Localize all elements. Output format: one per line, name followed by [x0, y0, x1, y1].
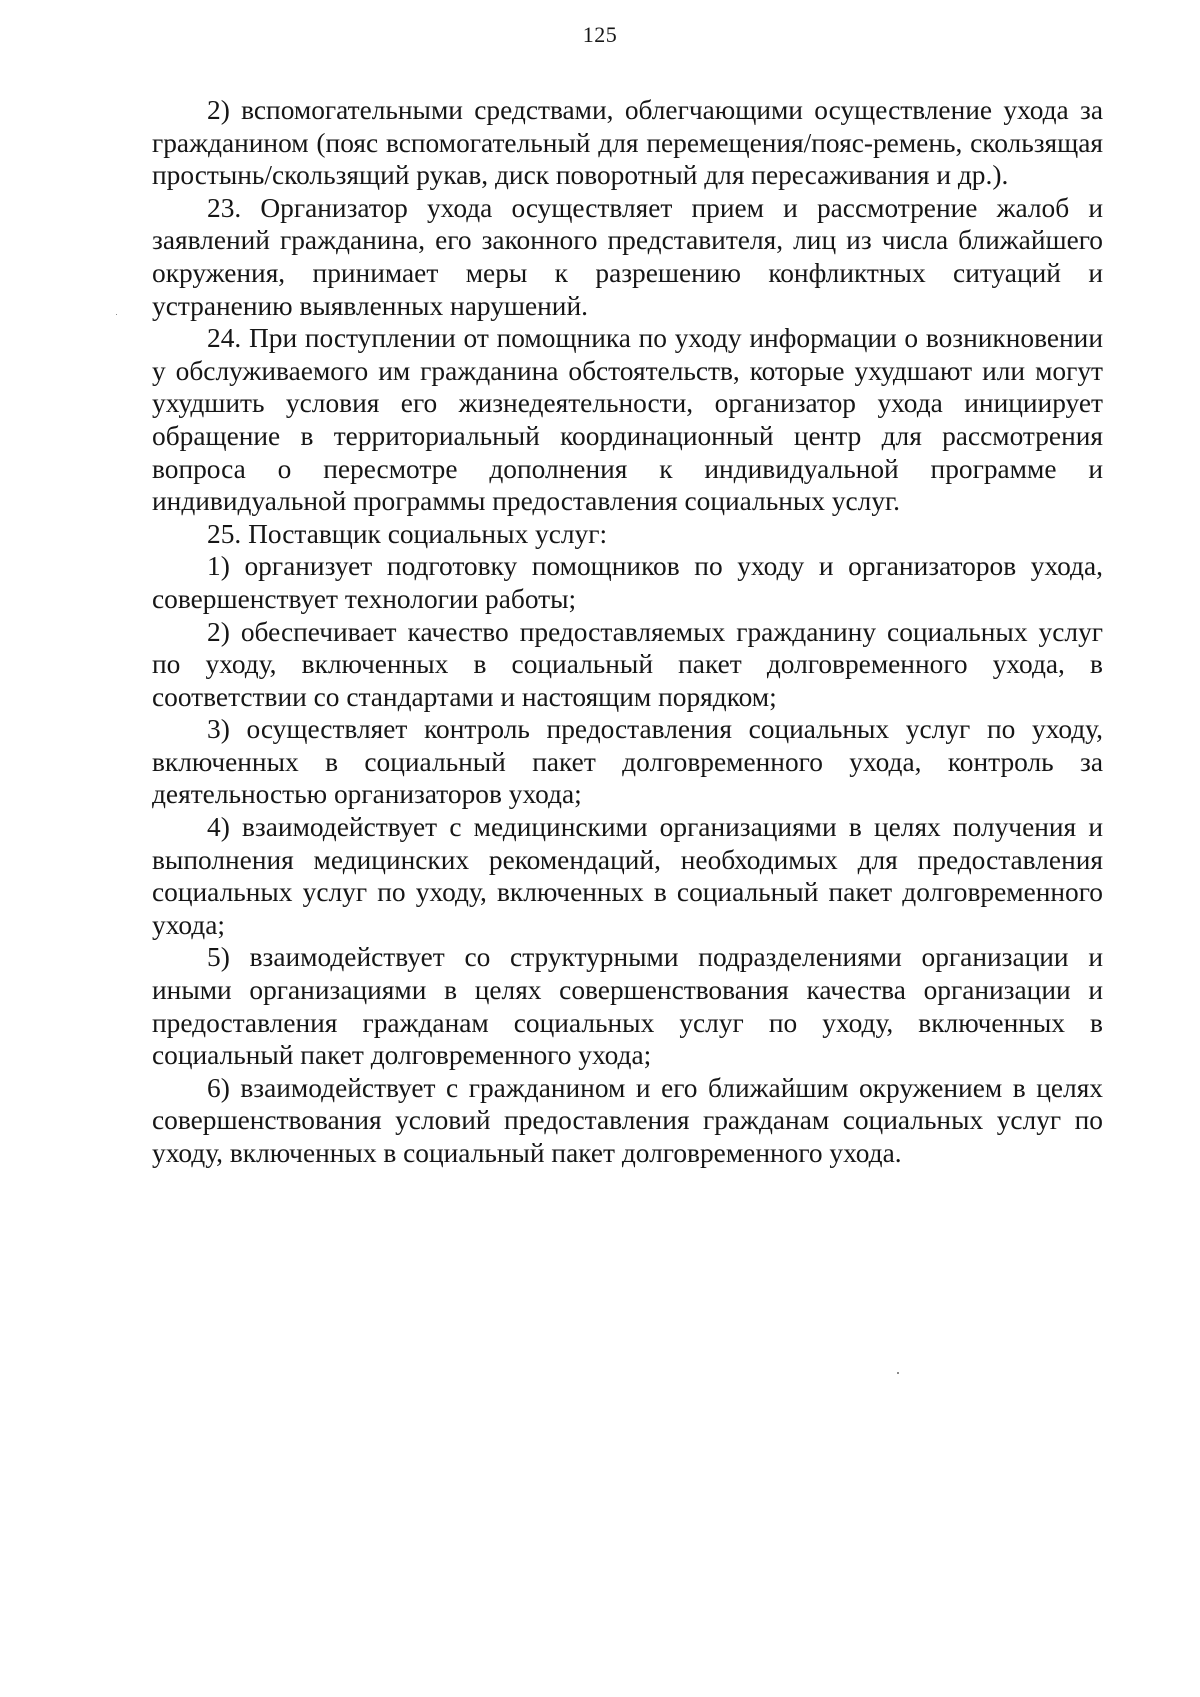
paragraph-25-item-4: 4) взаимодействует с медицинскими организациями в целях получения и выполнения медицинских рекомендаций, необходимых для предоставления социальных услуг по уходу, включенных в социальный пакет долговременного ухода;: [152, 812, 1103, 940]
paragraph-25-heading: 25. Поставщик социальных услуг:: [207, 518, 608, 549]
page-number: 125: [582, 22, 618, 47]
paragraph-25-item-5: 5) взаимодействует со структурными подразделениями организации и иными организациями в целях совершенствования качества организации и предоставления гражданам социальных услуг по уходу, включенных в социальный пакет долговременного ухода;: [152, 942, 1103, 1071]
document-body: [152, 94, 1103, 1170]
paragraph-23: 23. Организатор ухода осуществляет прием и рассмотрение жалоб и заявлений гражданина, его законного представителя, лиц из числа ближайшего окружения, принимает меры к разрешению конфликтных ситуаций и устранению выявленных нарушений.: [152, 192, 1103, 321]
paragraph-25-item-1: 1) организует подготовку помощников по уходу и организаторов ухода, совершенствует технологии работы;: [152, 551, 1103, 614]
paragraph-25-item-2: 2) обеспечивает качество предоставляемых гражданину социальных услуг по уходу, включенных в социальный пакет долговременного ухода, в соответствии со стандартами и настоящим порядком;: [152, 616, 1103, 712]
paragraph-25-item-3: 3) осуществляет контроль предоставления социальных услуг по уходу, включенных в социальный пакет долговременного ухода, контроль за деятельностью организаторов ухода;: [152, 714, 1103, 810]
scan-speck: [116, 314, 117, 315]
paragraph-24: 24. При поступлении от помощника по уходу информации о возникновении у обслуживаемого им гражданина обстоятельств, которые ухудшают или могут ухудшить условия его жизнедеятельности, организатор ухода инициирует обращение в территориальный координационный центр для рассмотрения вопроса о пересмотре дополнения к индивидуальной программе и индивидуальной программы предоставления социальных услуг.: [152, 323, 1103, 517]
scan-speck: [897, 1372, 899, 1374]
paragraph-item-2: 2) вспомогательными средствами, облегчающими осуществление ухода за гражданином (пояс вспомогательный для перемещения/пояс-ремень, скользящая простынь/скользящий рукав, диск поворотный для пересаживания и др.).: [152, 95, 1103, 191]
paragraph-25-item-6: 6) взаимодействует с гражданином и его ближайшим окружением в целях совершенствования условий предоставления гражданам социальных услуг по уходу, включенных в социальный пакет долговременного ухода.: [152, 1072, 1103, 1168]
